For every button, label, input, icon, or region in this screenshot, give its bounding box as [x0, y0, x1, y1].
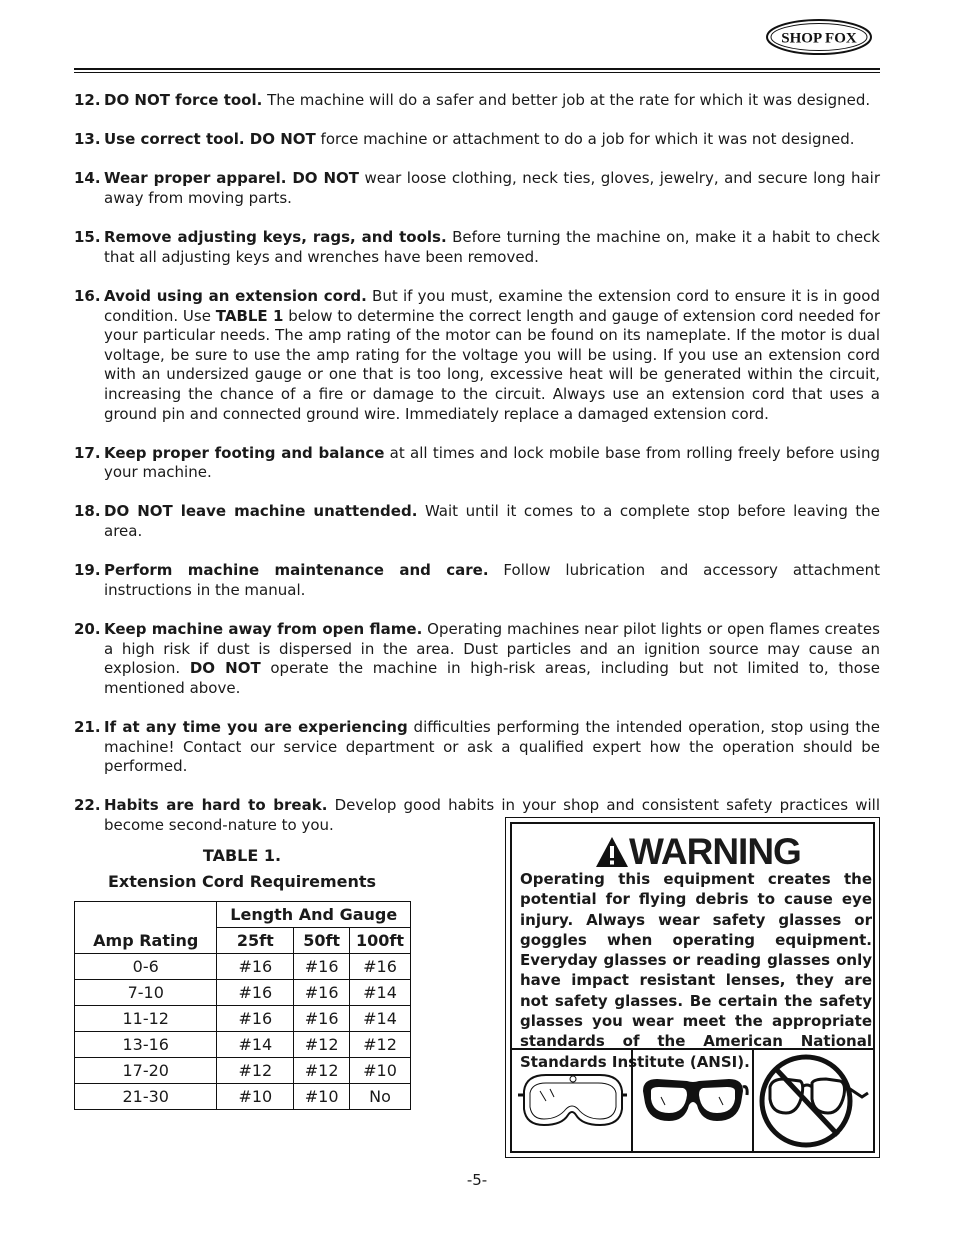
rule-heading: Keep proper footing and balance [104, 443, 385, 462]
rule-body: Follow lubrication and accessory attachment instructions in the manual. [104, 561, 880, 599]
amp-cell: 0-6 [75, 954, 217, 980]
header-rule [74, 68, 880, 70]
rule-heading: Use correct tool. DO NOT [104, 130, 316, 149]
extension-cord-table [74, 901, 411, 1110]
table-caption-title: Extension Cord Requirements [107, 872, 377, 891]
safety-rule [74, 169, 880, 208]
rule-text [104, 561, 880, 600]
header-rule-thin [74, 72, 880, 73]
col-25ft: 25ft [217, 928, 294, 954]
rule-number: 19. [74, 561, 101, 580]
rule-heading: Remove adjusting keys, rags, and tools. [104, 228, 447, 247]
table-row [75, 1032, 411, 1058]
gauge-cell: #16 [217, 1006, 294, 1032]
page-number: -5- [466, 1171, 488, 1189]
table-row [75, 954, 411, 980]
safety-rules-list [74, 91, 880, 855]
goggles-cell [512, 1050, 633, 1151]
col-amp-rating: Amp Rating [75, 902, 217, 954]
rule-number: 14. [74, 169, 101, 188]
warning-box [505, 817, 880, 1158]
logo-text: SHOP FOX [781, 30, 857, 47]
col-50ft: 50ft [294, 928, 350, 954]
safety-rule [74, 718, 880, 777]
gauge-cell: #16 [294, 1006, 350, 1032]
table-row [75, 1084, 411, 1110]
safety-rule [74, 561, 880, 600]
safety-rule [74, 444, 880, 483]
rule-text [104, 228, 880, 267]
prohibited-glasses-icon [758, 1053, 870, 1149]
gauge-cell: #16 [350, 954, 411, 980]
safety-rule [74, 620, 880, 698]
rule-text [104, 169, 880, 208]
warning-text: Operating this equipment creates the potential for flying debris to cause eye injury. Always wear safety glasses or goggles when operating equipment. Everyday glasses or reading glasses only have impact resistant lenses, they are not safety glasses. Be certain the safety glasses you wear meet the appropriate standards of the American National Standards Institute (ANSI). [520, 870, 872, 1071]
safety-glasses-cell [633, 1050, 754, 1151]
rule-body-cont: operate the machine in high-risk areas, including but not limited to, those mentioned above. [104, 659, 880, 697]
rule-text [104, 444, 880, 483]
rule-heading: DO NOT force tool. [104, 91, 263, 109]
safety-rule [74, 502, 880, 541]
safety-rule [74, 228, 880, 267]
gauge-cell: #14 [350, 1006, 411, 1032]
rule-heading: Avoid using an extension cord. [104, 286, 367, 305]
rule-number: 16. [74, 286, 101, 305]
rule-number: 22. [74, 796, 101, 815]
safety-goggles-icon [516, 1061, 628, 1141]
gauge-cell: #12 [350, 1032, 411, 1058]
rule-body: Before turning the machine on, make it a habit to check that all adjusting keys and wrenches have been removed. [104, 228, 880, 266]
gauge-cell: #14 [350, 980, 411, 1006]
gauge-cell: #12 [294, 1058, 350, 1084]
rule-heading: Perform machine maintenance and care. [104, 561, 489, 580]
table-row [75, 980, 411, 1006]
rule-text [104, 130, 880, 150]
gauge-cell: #12 [294, 1032, 350, 1058]
gauge-cell: #16 [294, 954, 350, 980]
table-caption-number: TABLE 1. [202, 846, 282, 865]
rule-heading: Wear proper apparel. DO NOT [104, 169, 360, 188]
rule-heading: Habits are hard to break. [104, 796, 328, 815]
gauge-cell: #10 [217, 1084, 294, 1110]
rule-heading: If at any time you are experiencing [104, 718, 408, 736]
rule-text [104, 502, 880, 541]
rule-body-cont: below to determine the correct length and gauge of extension cord needed for your particular needs. The amp rating of the motor can be found on its nameplate. If the motor is dual voltage, be sure to use the amp rating for the voltage you will be using. If you use an extension cord with an undersized gauge or one that is too long, excessive heat will be generated within the circuit, increasing the chance of a fire or damage to the circuit. Always use an extension cord that uses a ground pin and connected ground wire. Immediately replace a damaged extension cord. [104, 306, 881, 423]
amp-cell: 11-12 [75, 1006, 217, 1032]
warning-title-text: WARNING [629, 831, 801, 872]
rule-number: 18. [74, 502, 101, 521]
rule-text [104, 91, 880, 111]
gauge-cell: No [350, 1084, 411, 1110]
safety-rule [74, 287, 880, 424]
warning-triangle-icon [595, 836, 629, 868]
col-length-gauge: Length And Gauge [217, 902, 411, 928]
table-row [75, 1006, 411, 1032]
rule-body: The machine will do a safer and better job at the rate for which it was designed. [262, 91, 871, 109]
rule-body: Wait until it comes to a complete stop before leaving the area. [104, 502, 880, 541]
rule-text [104, 718, 880, 777]
amp-cell: 17-20 [75, 1058, 217, 1084]
gauge-cell: #10 [350, 1058, 411, 1084]
safety-rule [74, 91, 880, 111]
rule-number: 21. [74, 718, 101, 736]
amp-cell: 7-10 [75, 980, 217, 1006]
rule-heading: DO NOT leave machine unattended. [104, 502, 418, 521]
rule-emphasis: DO NOT [189, 659, 261, 678]
col-100ft: 100ft [350, 928, 411, 954]
glasses-illustrations [512, 1050, 873, 1151]
gauge-cell: #16 [294, 980, 350, 1006]
rule-body: wear loose clothing, neck ties, gloves, jewelry, and secure long hair away from moving parts. [104, 169, 880, 207]
rule-number: 15. [74, 228, 101, 247]
warning-title [595, 832, 801, 872]
safety-glasses-icon [637, 1061, 749, 1141]
rule-body: at all times and lock mobile base from rolling freely before using your machine. [104, 443, 880, 482]
rule-number: 12. [74, 91, 101, 109]
rule-text [104, 287, 880, 424]
rule-body: Develop good habits in your shop and consistent safety practices will become second-nature to you. [104, 796, 881, 834]
gauge-cell: #16 [217, 980, 294, 1006]
gauge-cell: #14 [217, 1032, 294, 1058]
rule-text [104, 620, 880, 698]
rule-number: 17. [74, 443, 101, 462]
rule-body: force machine or attachment to do a job for which it was not designed. [315, 130, 855, 149]
table-row [75, 1058, 411, 1084]
rule-body: Operating machines near pilot lights or open flames creates a high risk if dust is dispersed in the area. Dust particles and an ignition source may cause an explosion. [104, 620, 880, 678]
amp-cell: 13-16 [75, 1032, 217, 1058]
rule-emphasis: TABLE 1 [215, 306, 284, 325]
gauge-cell: #16 [217, 954, 294, 980]
safety-rule [74, 130, 880, 150]
rule-body: difficulties performing the intended operation, stop using the machine! Contact our service department or ask a qualified expert how the operation should be performed. [104, 718, 880, 776]
amp-cell: 21-30 [75, 1084, 217, 1110]
rule-body: But if you must, examine the extension cord to ensure it is in good condition. Use [104, 286, 880, 325]
shop-fox-logo [766, 18, 872, 56]
rule-number: 20. [74, 620, 101, 639]
gauge-cell: #12 [217, 1058, 294, 1084]
gauge-cell: #10 [294, 1084, 350, 1110]
rule-number: 13. [74, 130, 101, 149]
rule-heading: Keep machine away from open flame. [104, 620, 423, 639]
no-reading-glasses-cell [754, 1050, 873, 1151]
